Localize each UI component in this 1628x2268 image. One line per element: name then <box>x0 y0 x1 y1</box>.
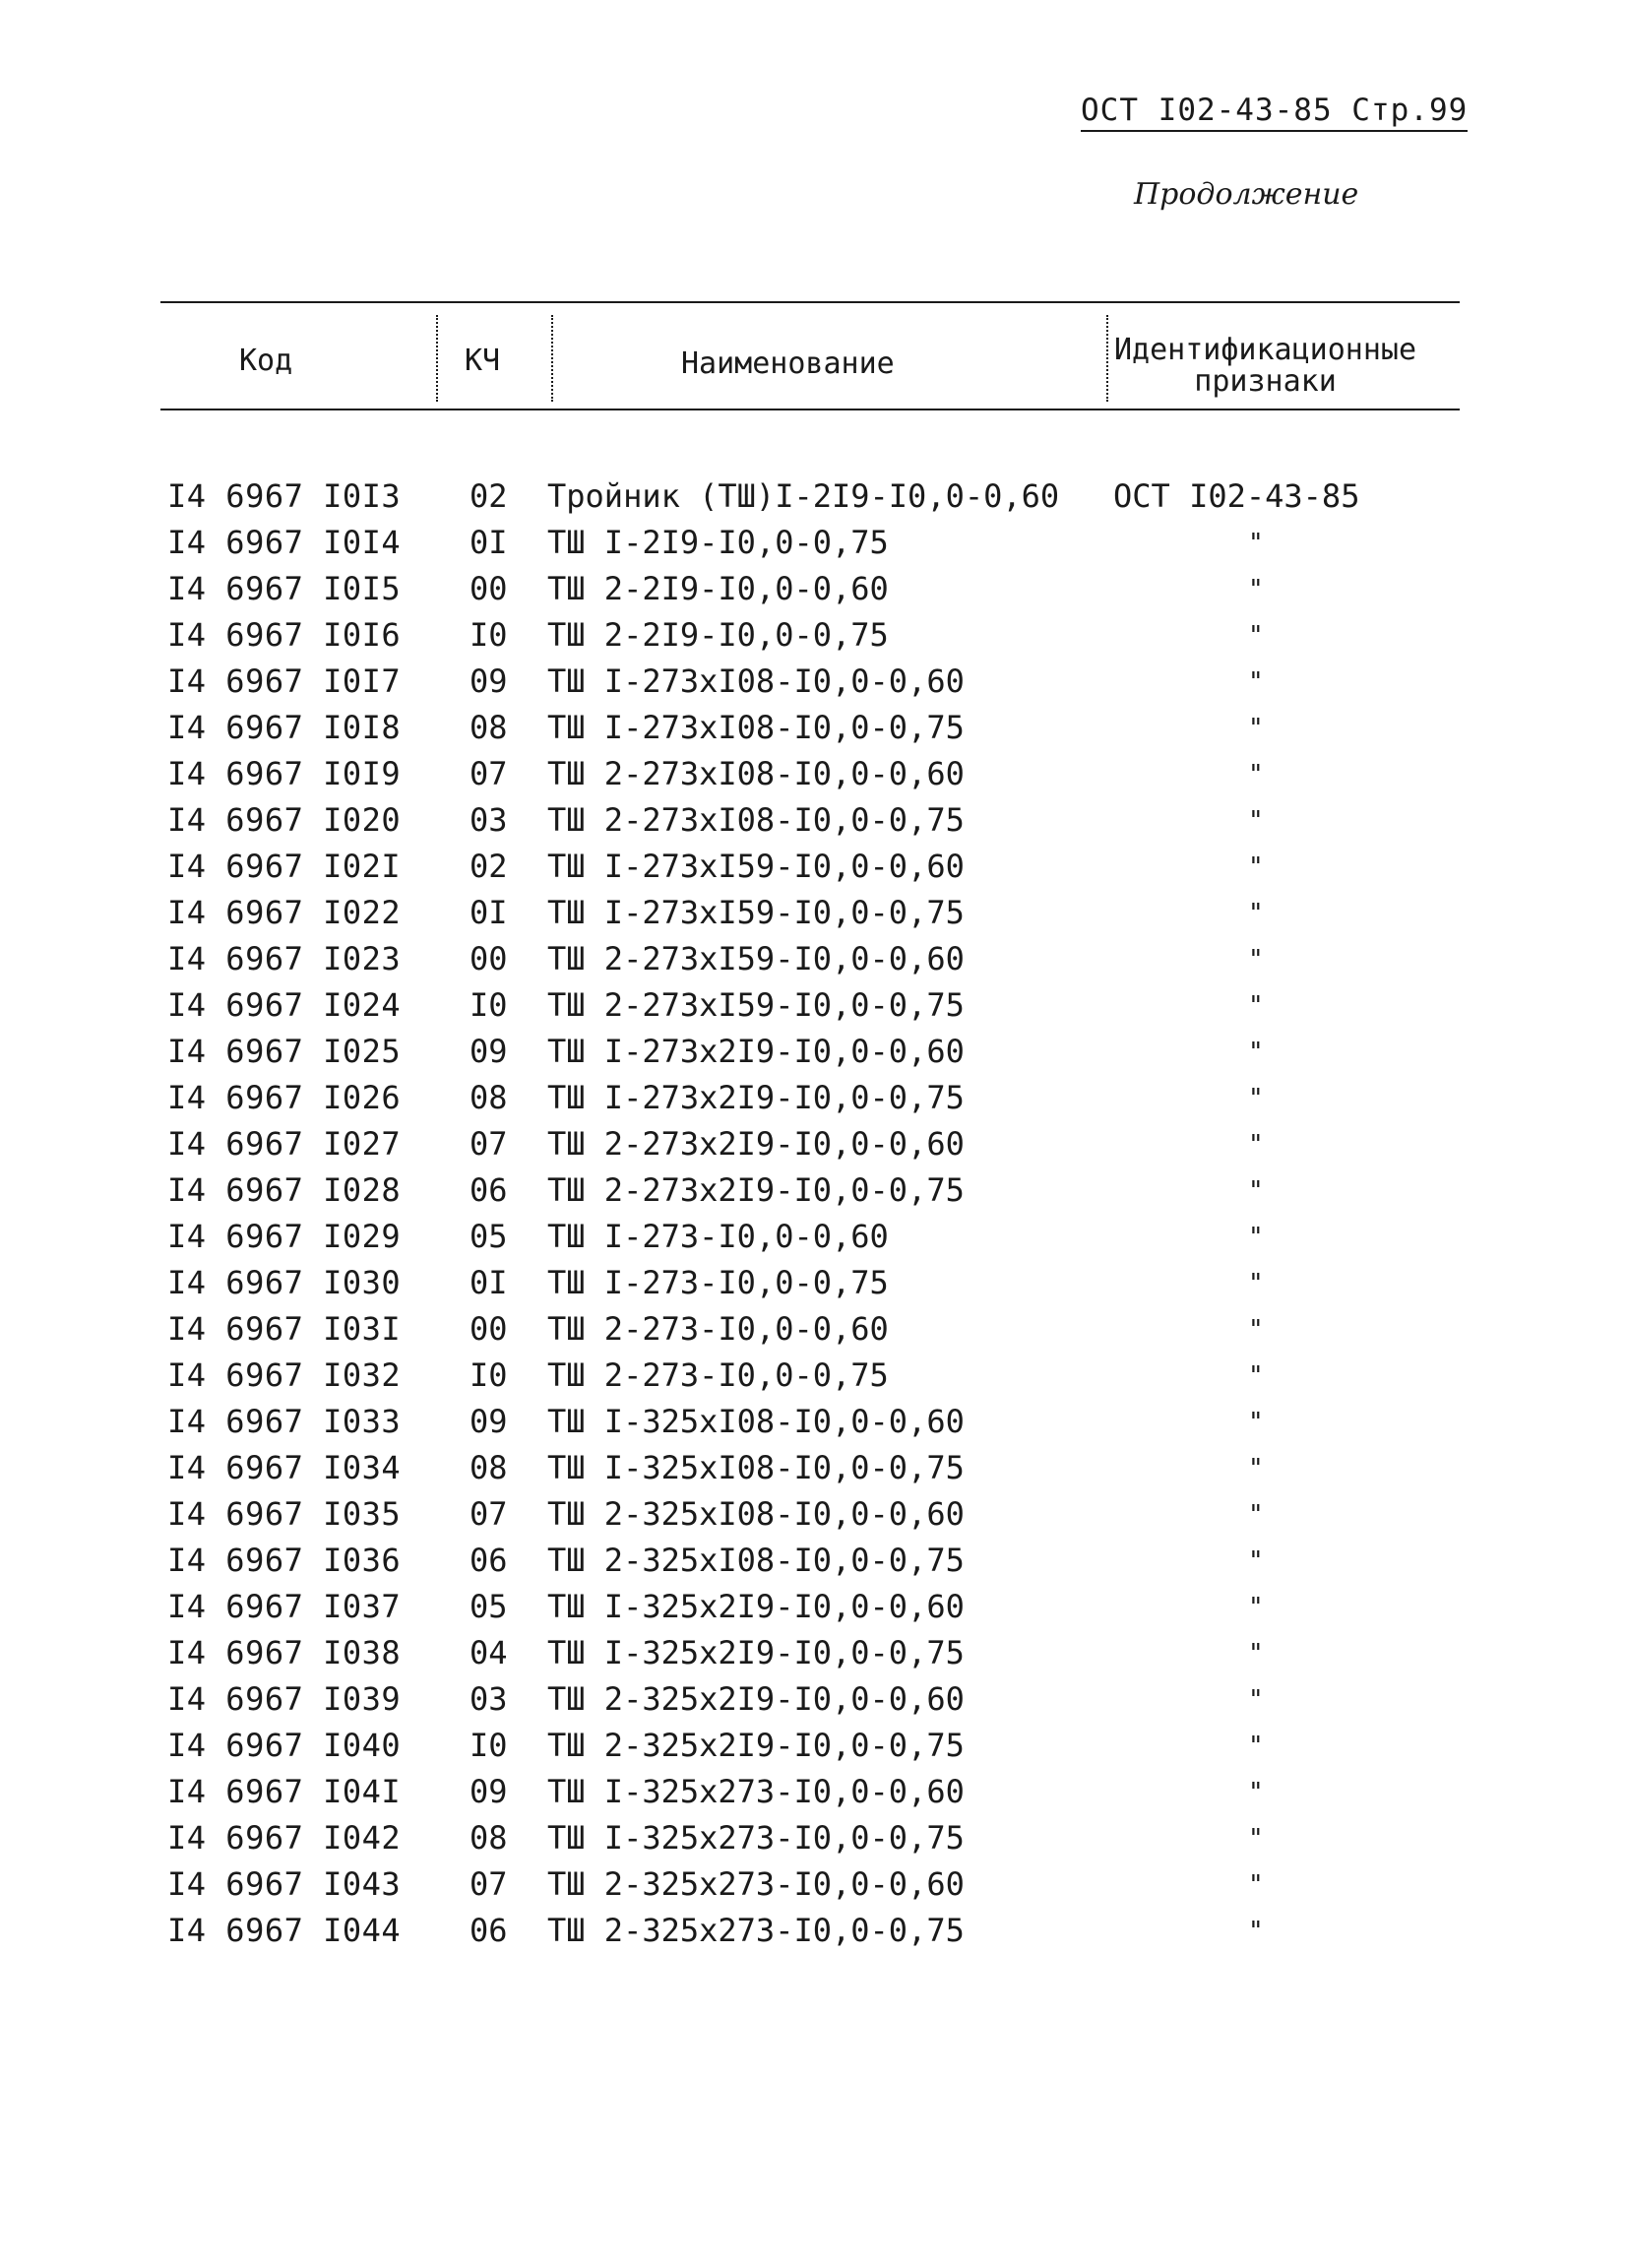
cell-name: ТШ 2-273х2I9-I0,0-0,60 <box>547 1125 965 1163</box>
table-row <box>0 1356 1628 1406</box>
column-separator <box>1106 315 1108 402</box>
cell-name: ТШ I-273х2I9-I0,0-0,75 <box>547 1079 965 1116</box>
cell-kch: 00 <box>470 570 508 607</box>
cell-kch: I0 <box>470 1356 508 1394</box>
cell-kch: 09 <box>470 1033 508 1070</box>
cell-code: I4 6967 I023 <box>167 940 402 977</box>
cell-identification: " <box>1248 1361 1264 1391</box>
cell-kch: 09 <box>470 662 508 700</box>
cell-code: I4 6967 I025 <box>167 1033 402 1070</box>
table-row <box>0 1495 1628 1544</box>
cell-name: ТШ 2-325х2I9-I0,0-0,60 <box>547 1680 965 1718</box>
cell-identification: " <box>1248 760 1264 789</box>
cell-name: ТШ 2-273хI08-I0,0-0,60 <box>547 755 965 792</box>
table-row <box>0 1912 1628 1961</box>
cell-code: I4 6967 I0I8 <box>167 709 402 746</box>
cell-code: I4 6967 I04I <box>167 1773 402 1810</box>
cell-kch: 08 <box>470 709 508 746</box>
cell-code: I4 6967 I028 <box>167 1171 402 1209</box>
cell-kch: 0I <box>470 1264 508 1301</box>
table-row <box>0 1680 1628 1730</box>
cell-kch: 07 <box>470 1125 508 1163</box>
cell-name: ТШ I-325х273-I0,0-0,60 <box>547 1773 965 1810</box>
cell-name: ТШ 2-325хI08-I0,0-0,60 <box>547 1495 965 1533</box>
cell-code: I4 6967 I026 <box>167 1079 402 1116</box>
cell-code: I4 6967 I0I6 <box>167 616 402 654</box>
table-row <box>0 940 1628 989</box>
table-row <box>0 986 1628 1036</box>
cell-identification: " <box>1248 991 1264 1021</box>
cell-code: I4 6967 I040 <box>167 1727 402 1764</box>
cell-code: I4 6967 I0I5 <box>167 570 402 607</box>
table-body <box>0 477 1628 1961</box>
cell-kch: 0I <box>470 524 508 561</box>
table-header-bottom-rule <box>160 409 1460 410</box>
cell-kch: 09 <box>470 1403 508 1440</box>
cell-name: ТШ 2-273хI59-I0,0-0,75 <box>547 986 965 1024</box>
cell-kch: 07 <box>470 755 508 792</box>
cell-kch: 00 <box>470 940 508 977</box>
cell-code: I4 6967 I027 <box>167 1125 402 1163</box>
table-row <box>0 1544 1628 1591</box>
cell-kch: I0 <box>470 986 508 1024</box>
cell-identification: " <box>1248 1223 1264 1252</box>
table-row <box>0 1264 1628 1313</box>
cell-code: I4 6967 I024 <box>167 986 402 1024</box>
cell-kch: 02 <box>470 477 508 515</box>
table-row <box>0 1310 1628 1359</box>
cell-kch: 05 <box>470 1588 508 1625</box>
cell-identification: " <box>1248 575 1264 604</box>
cell-identification: " <box>1248 621 1264 651</box>
cell-code: I4 6967 I035 <box>167 1495 402 1533</box>
cell-code: I4 6967 I044 <box>167 1912 402 1949</box>
cell-name: ТШ I-273хI59-I0,0-0,60 <box>547 848 965 885</box>
table-row <box>0 1773 1628 1822</box>
column-separator <box>551 315 553 402</box>
cell-name: ТШ I-273-I0,0-0,75 <box>547 1264 889 1301</box>
cell-kch: I0 <box>470 616 508 654</box>
cell-kch: 00 <box>470 1310 508 1348</box>
cell-name: ТШ I-325х2I9-I0,0-0,60 <box>547 1588 965 1625</box>
cell-kch: I0 <box>470 1727 508 1764</box>
continuation-label: Продолжение <box>1134 177 1359 212</box>
cell-identification: " <box>1248 1732 1264 1761</box>
cell-identification: " <box>1248 1870 1264 1900</box>
cell-code: I4 6967 I043 <box>167 1865 402 1903</box>
table-row <box>0 662 1628 712</box>
table-row <box>0 1125 1628 1174</box>
cell-name: Тройник (ТШ)I-2I9-I0,0-0,60 <box>547 477 1060 515</box>
table-row <box>0 570 1628 619</box>
cell-code: I4 6967 I0I7 <box>167 662 402 700</box>
column-header-identification-line1: Идентификационные <box>1114 333 1417 367</box>
cell-code: I4 6967 I020 <box>167 801 402 839</box>
table-row <box>0 1079 1628 1128</box>
table-row <box>0 477 1628 527</box>
cell-identification: " <box>1248 1824 1264 1854</box>
cell-name: ТШ 2-2I9-I0,0-0,60 <box>547 570 889 607</box>
cell-identification: " <box>1248 1315 1264 1345</box>
cell-name: ТШ 2-273-I0,0-0,75 <box>547 1356 889 1394</box>
cell-name: ТШ 2-325х2I9-I0,0-0,75 <box>547 1727 965 1764</box>
cell-name: ТШ I-325х273-I0,0-0,75 <box>547 1819 965 1857</box>
cell-name: ТШ I-273хI59-I0,0-0,75 <box>547 894 965 931</box>
cell-kch: 04 <box>470 1634 508 1671</box>
cell-name: ТШ I-273хI08-I0,0-0,60 <box>547 662 965 700</box>
table-row <box>0 1449 1628 1498</box>
cell-name: ТШ 2-273хI59-I0,0-0,60 <box>547 940 965 977</box>
cell-name: ТШ 2-2I9-I0,0-0,75 <box>547 616 889 654</box>
cell-code: I4 6967 I038 <box>167 1634 402 1671</box>
cell-name: ТШ I-273хI08-I0,0-0,75 <box>547 709 965 746</box>
table-row <box>0 801 1628 850</box>
table-row <box>0 1819 1628 1868</box>
cell-code: I4 6967 I042 <box>167 1819 402 1857</box>
table-row <box>0 1727 1628 1776</box>
cell-identification: " <box>1248 1685 1264 1715</box>
cell-identification: " <box>1248 1084 1264 1113</box>
cell-code: I4 6967 I039 <box>167 1680 402 1718</box>
cell-code: I4 6967 I0I3 <box>167 477 402 515</box>
table-row <box>0 1634 1628 1683</box>
cell-identification: " <box>1248 1454 1264 1483</box>
cell-kch: 06 <box>470 1542 508 1579</box>
cell-kch: 02 <box>470 848 508 885</box>
document-reference: ОСТ I02-43-85 Стр.99 <box>1081 93 1468 132</box>
cell-kch: 08 <box>470 1079 508 1116</box>
cell-identification: " <box>1248 852 1264 882</box>
cell-code: I4 6967 I03I <box>167 1310 402 1348</box>
cell-kch: 07 <box>470 1495 508 1533</box>
table-row <box>0 1865 1628 1915</box>
cell-identification: " <box>1248 1038 1264 1067</box>
cell-identification: " <box>1248 899 1264 928</box>
cell-kch: 07 <box>470 1865 508 1903</box>
cell-name: ТШ 2-273-I0,0-0,60 <box>547 1310 889 1348</box>
cell-identification: " <box>1248 1778 1264 1807</box>
cell-kch: 06 <box>470 1912 508 1949</box>
column-separator <box>436 315 438 402</box>
cell-kch: 0I <box>470 894 508 931</box>
table-row <box>0 709 1628 758</box>
cell-name: ТШ 2-325хI08-I0,0-0,75 <box>547 1542 965 1579</box>
cell-identification: " <box>1248 945 1264 975</box>
cell-identification: " <box>1248 1639 1264 1669</box>
cell-identification: " <box>1248 1408 1264 1437</box>
cell-identification: " <box>1248 1593 1264 1622</box>
column-header-code: Код <box>239 344 293 378</box>
cell-code: I4 6967 I022 <box>167 894 402 931</box>
cell-identification: " <box>1248 667 1264 697</box>
table-row <box>0 1033 1628 1082</box>
cell-kch: 03 <box>470 1680 508 1718</box>
column-header-kch: КЧ <box>465 344 501 378</box>
cell-kch: 06 <box>470 1171 508 1209</box>
column-header-name: Наименование <box>681 346 895 381</box>
cell-code: I4 6967 I036 <box>167 1542 402 1579</box>
cell-code: I4 6967 I033 <box>167 1403 402 1440</box>
cell-name: ТШ I-273х2I9-I0,0-0,60 <box>547 1033 965 1070</box>
cell-code: I4 6967 I02I <box>167 848 402 885</box>
cell-code: I4 6967 I030 <box>167 1264 402 1301</box>
cell-name: ТШ 2-325х273-I0,0-0,75 <box>547 1912 965 1949</box>
cell-identification: " <box>1248 806 1264 836</box>
cell-kch: 08 <box>470 1819 508 1857</box>
table-header-top-rule <box>160 301 1460 303</box>
cell-code: I4 6967 I0I4 <box>167 524 402 561</box>
table-row <box>0 1403 1628 1452</box>
cell-name: ТШ 2-273х2I9-I0,0-0,75 <box>547 1171 965 1209</box>
table-row <box>0 524 1628 573</box>
cell-kch: 05 <box>470 1218 508 1255</box>
cell-name: ТШ I-2I9-I0,0-0,75 <box>547 524 889 561</box>
column-header-identification-line2: признаки <box>1194 363 1337 399</box>
table-row <box>0 616 1628 665</box>
cell-name: ТШ 2-325х273-I0,0-0,60 <box>547 1865 965 1903</box>
cell-identification: " <box>1248 1130 1264 1160</box>
cell-code: I4 6967 I034 <box>167 1449 402 1486</box>
table-row <box>0 894 1628 943</box>
cell-name: ТШ I-273-I0,0-0,60 <box>547 1218 889 1255</box>
table-row <box>0 1171 1628 1221</box>
cell-identification: ОСТ I02-43-85 <box>1113 477 1360 515</box>
cell-identification: " <box>1248 1176 1264 1206</box>
cell-name: ТШ 2-273хI08-I0,0-0,75 <box>547 801 965 839</box>
column-header-identification <box>1114 335 1416 397</box>
table-row <box>0 1218 1628 1267</box>
cell-code: I4 6967 I037 <box>167 1588 402 1625</box>
cell-identification: " <box>1248 1917 1264 1946</box>
cell-identification: " <box>1248 1500 1264 1530</box>
cell-code: I4 6967 I029 <box>167 1218 402 1255</box>
cell-kch: 08 <box>470 1449 508 1486</box>
cell-kch: 09 <box>470 1773 508 1810</box>
table-row <box>0 1588 1628 1637</box>
cell-kch: 03 <box>470 801 508 839</box>
cell-identification: " <box>1248 529 1264 558</box>
cell-identification: " <box>1248 714 1264 743</box>
cell-name: ТШ I-325х2I9-I0,0-0,75 <box>547 1634 965 1671</box>
table-row <box>0 755 1628 804</box>
cell-code: I4 6967 I0I9 <box>167 755 402 792</box>
cell-identification: " <box>1248 1546 1264 1576</box>
cell-identification: " <box>1248 1269 1264 1298</box>
table-row <box>0 850 1628 897</box>
cell-name: ТШ I-325хI08-I0,0-0,75 <box>547 1449 965 1486</box>
cell-name: ТШ I-325хI08-I0,0-0,60 <box>547 1403 965 1440</box>
cell-code: I4 6967 I032 <box>167 1356 402 1394</box>
